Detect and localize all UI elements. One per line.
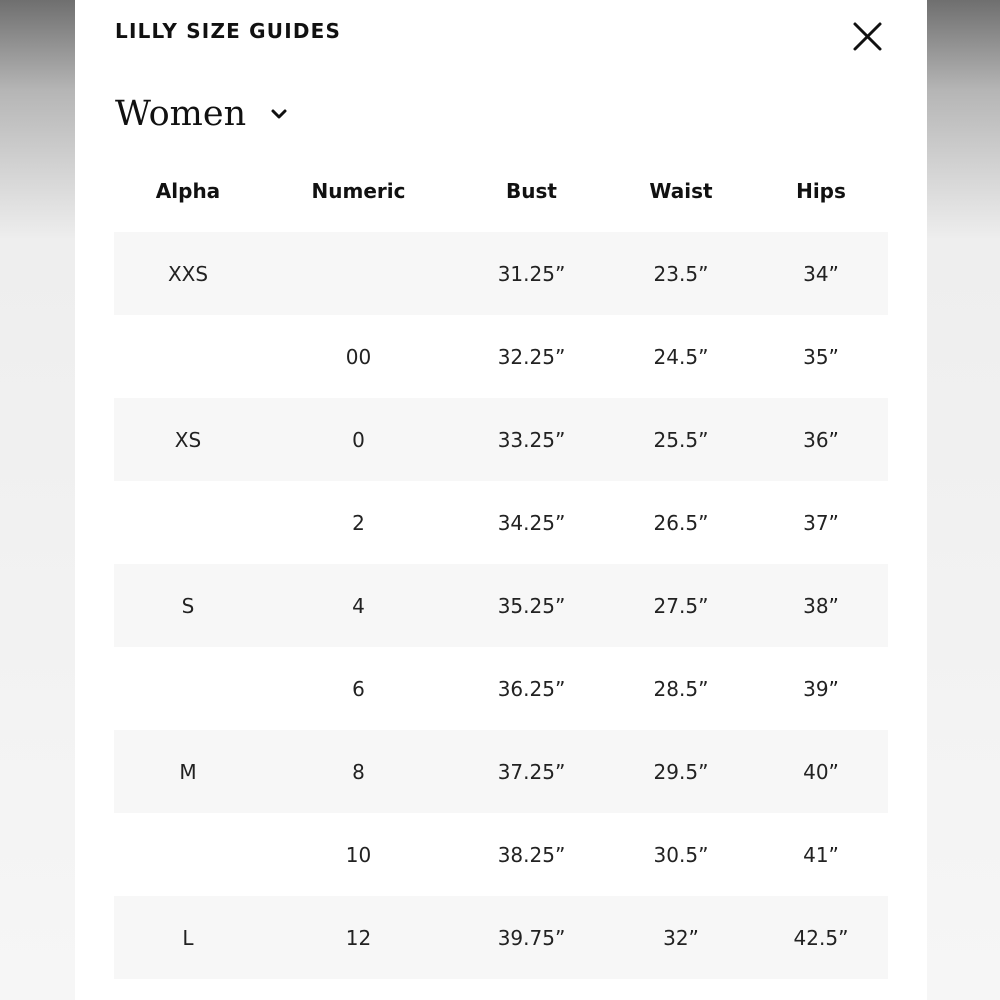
cell-bust: 34.25” [497, 510, 566, 535]
table-row [114, 481, 888, 564]
cell-hips: 38” [803, 593, 839, 618]
cell-hips: 34” [803, 261, 839, 286]
cell-numeric: 0 [352, 427, 365, 452]
cell-alpha: XS [174, 427, 202, 452]
cell-hips: 35” [803, 344, 839, 369]
column-header-alpha: Alpha [155, 179, 221, 203]
cell-numeric: 2 [352, 510, 365, 535]
cell-numeric: 00 [345, 344, 372, 369]
cell-waist: 23.5” [653, 261, 709, 286]
table-row [114, 398, 888, 481]
column-header-numeric: Numeric [311, 179, 406, 203]
cell-hips: 42.5” [793, 925, 849, 950]
cell-hips: 40” [803, 759, 839, 784]
cell-bust: 36.25” [497, 676, 566, 701]
size-table [114, 150, 888, 979]
cell-waist: 28.5” [653, 676, 709, 701]
column-header-bust: Bust [506, 179, 557, 203]
cell-alpha: S [181, 593, 195, 618]
table-header [114, 150, 888, 232]
cell-waist: 24.5” [653, 344, 709, 369]
cell-numeric: 8 [352, 759, 365, 784]
background-left [0, 0, 75, 1000]
table-row [114, 564, 888, 647]
cell-waist: 26.5” [653, 510, 709, 535]
size-guide-modal [75, 0, 927, 1000]
close-icon [847, 16, 887, 56]
cell-bust: 35.25” [497, 593, 566, 618]
cell-hips: 37” [803, 510, 839, 535]
table-row [114, 813, 888, 896]
cell-numeric: 12 [345, 925, 372, 950]
table-row [114, 730, 888, 813]
background-right [927, 0, 1000, 1000]
cell-alpha: L [182, 925, 194, 950]
table-row [114, 232, 888, 315]
table-row [114, 315, 888, 398]
chevron-down-icon [270, 108, 288, 120]
close-button[interactable] [847, 16, 887, 56]
cell-numeric: 6 [352, 676, 365, 701]
cell-waist: 30.5” [653, 842, 709, 867]
cell-hips: 41” [803, 842, 839, 867]
column-header-hips: Hips [796, 179, 846, 203]
cell-waist: 29.5” [653, 759, 709, 784]
cell-bust: 38.25” [497, 842, 566, 867]
cell-numeric: 10 [345, 842, 372, 867]
table-row [114, 647, 888, 730]
category-dropdown[interactable] [115, 92, 288, 136]
cell-waist: 32” [663, 925, 699, 950]
table-row [114, 896, 888, 979]
cell-alpha: XXS [167, 261, 209, 286]
cell-waist: 25.5” [653, 427, 709, 452]
cell-bust: 32.25” [497, 344, 566, 369]
cell-alpha: M [179, 759, 197, 784]
cell-waist: 27.5” [653, 593, 709, 618]
modal-title: LILLY SIZE GUIDES [115, 19, 342, 43]
cell-numeric: 4 [352, 593, 365, 618]
cell-bust: 33.25” [497, 427, 566, 452]
column-header-waist: Waist [649, 179, 713, 203]
cell-hips: 39” [803, 676, 839, 701]
cell-bust: 39.75” [497, 925, 566, 950]
cell-hips: 36” [803, 427, 839, 452]
cell-bust: 37.25” [497, 759, 566, 784]
cell-bust: 31.25” [497, 261, 566, 286]
category-selected-label: Women [115, 94, 247, 134]
